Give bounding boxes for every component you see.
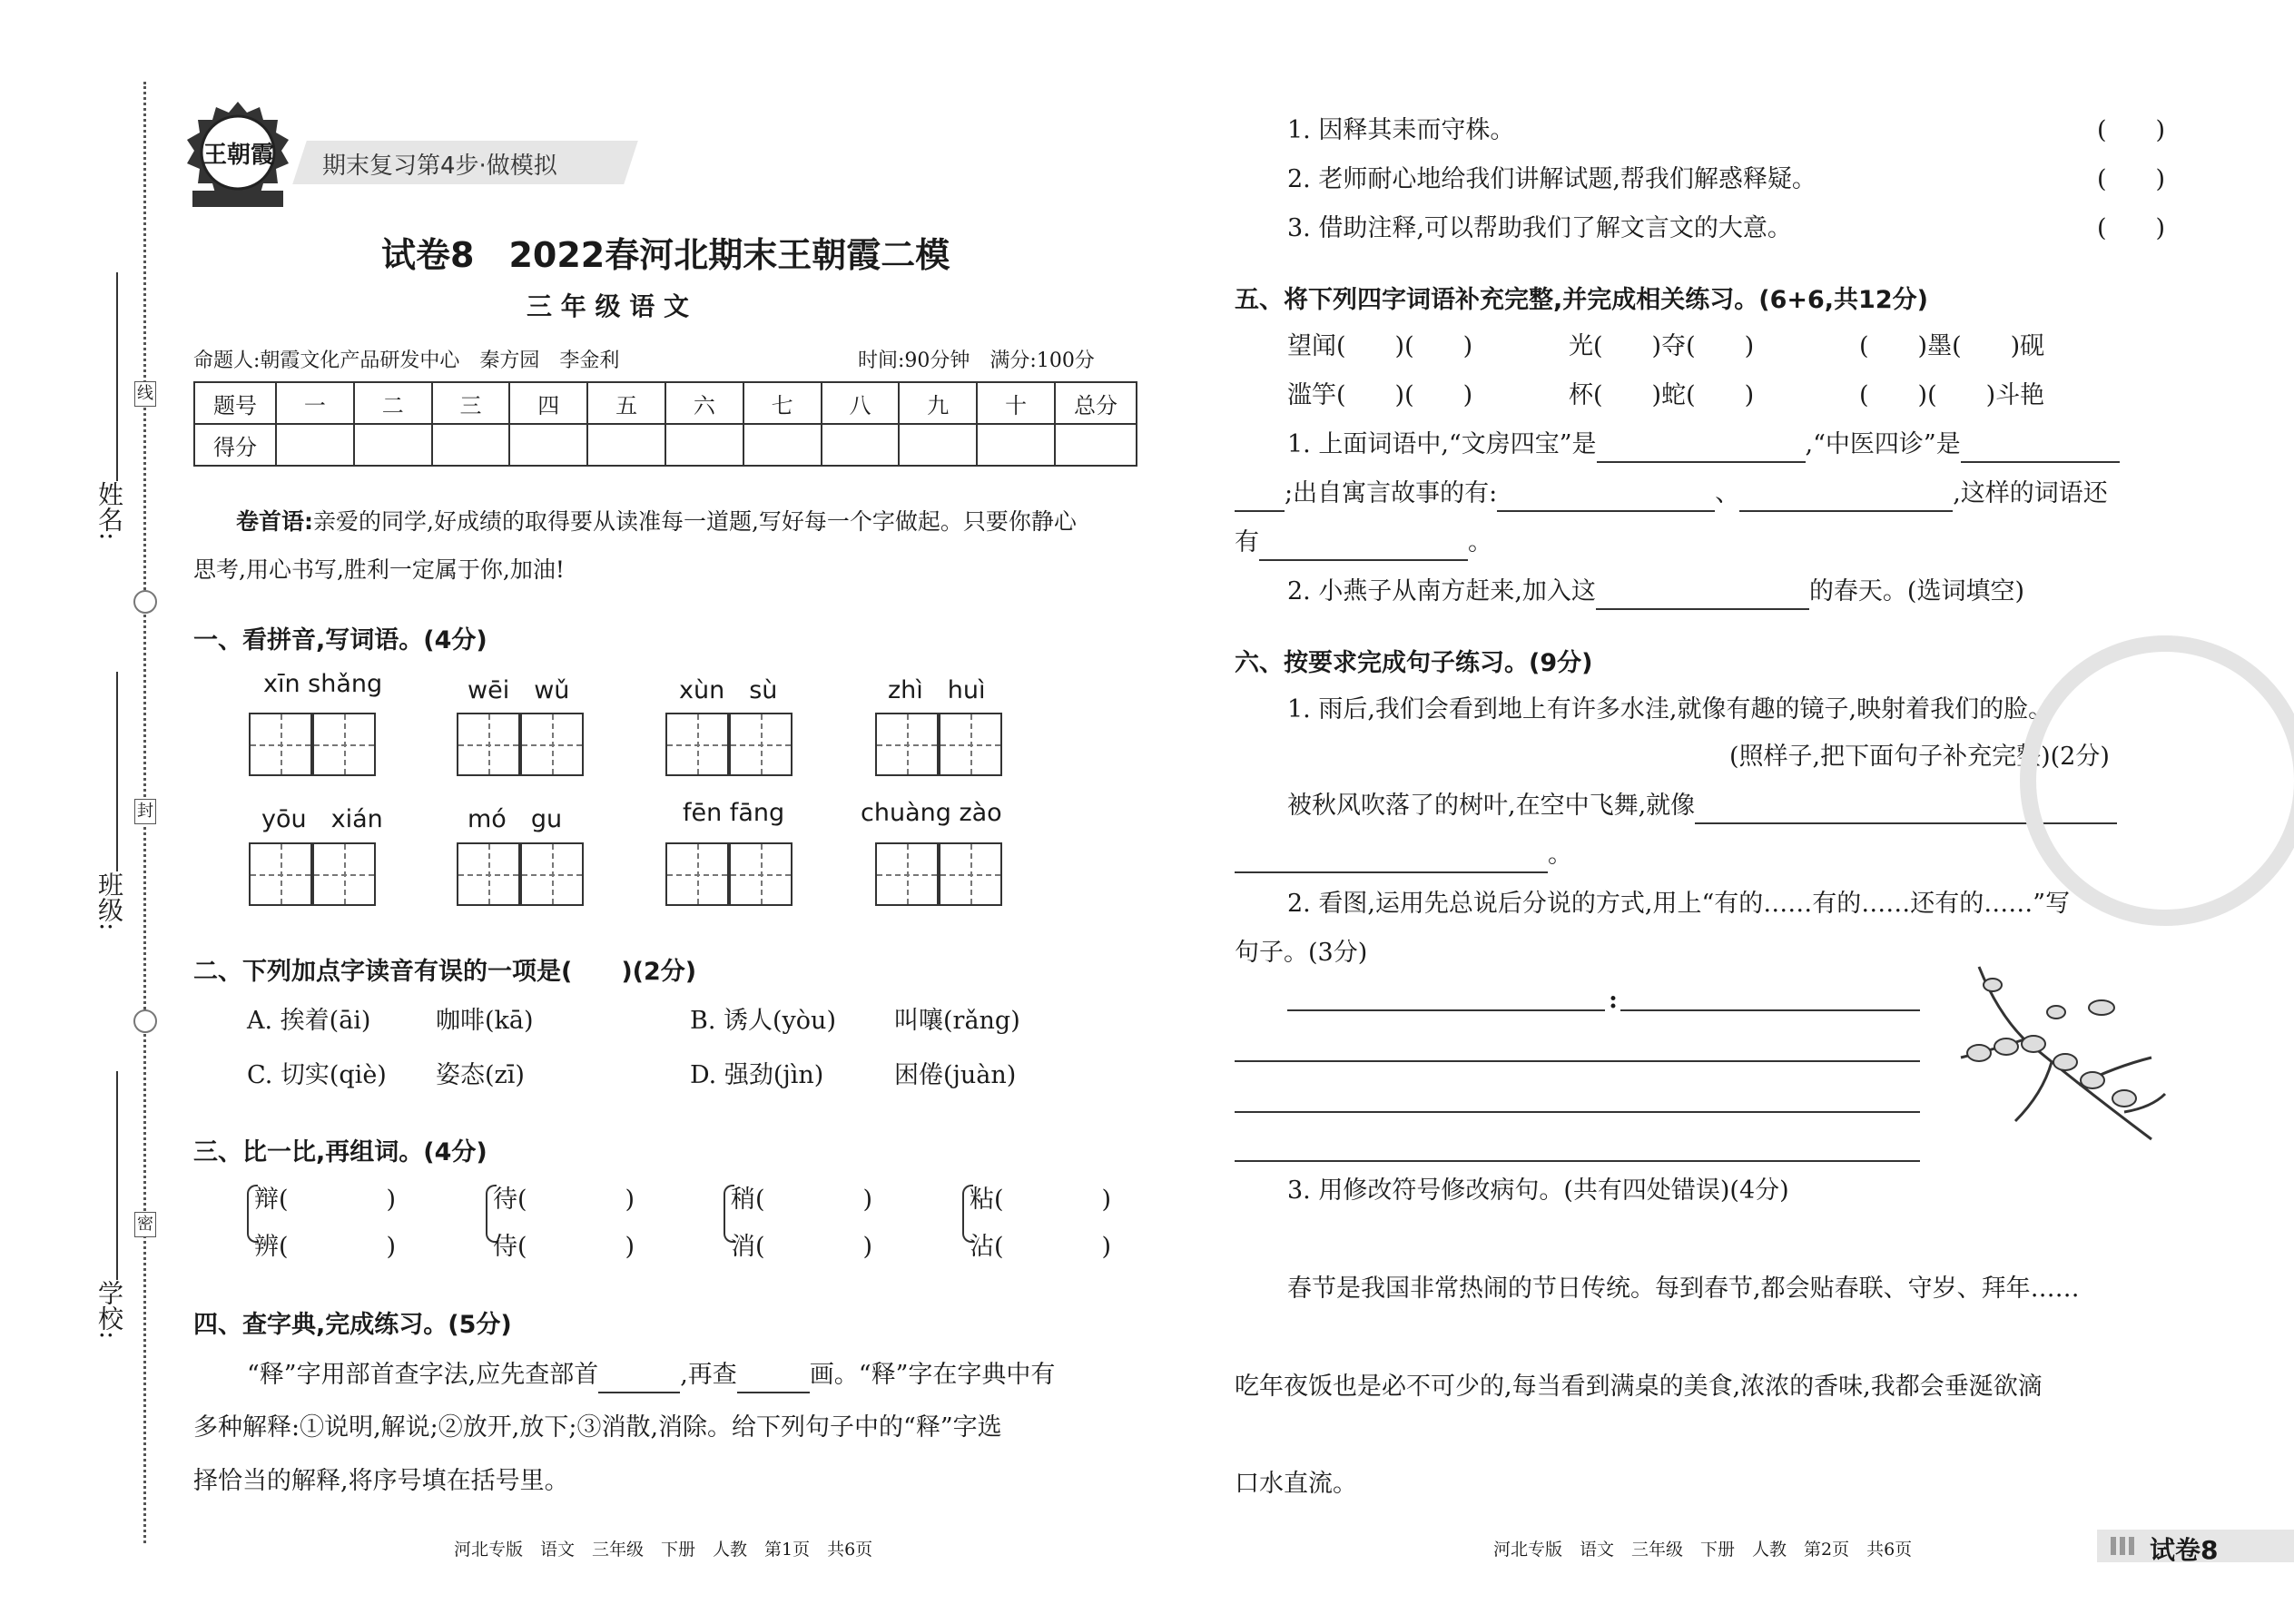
blank[interactable] [1235,485,1285,512]
idiom-2[interactable]: 光( )夺( ) [1569,332,1755,360]
char-box[interactable] [457,713,520,776]
word-pair-3a[interactable]: 稍( ) [731,1186,873,1214]
s6-q3: 3. 用修改符号修改病句。(共有四处错误)(4分) [1287,1176,1789,1205]
section1-title: 一、看拼音,写词语。(4分) [193,626,487,655]
section4-title: 四、查字典,完成练习。(5分) [193,1311,512,1339]
writing-line[interactable] [1235,1111,1920,1113]
idiom-1[interactable]: 望闻( )( ) [1287,332,1473,360]
s5-q1-line2 [1235,476,2108,512]
s6-q2-line2: 句子。(3分) [1235,939,1368,967]
blank[interactable] [1235,846,1548,873]
s5-text: 、 [1715,479,1740,507]
s5-q2 [1287,574,2024,610]
score-input[interactable] [743,424,822,466]
s6-text: 。 [1548,841,1572,869]
s4-item3: 3. 借助注释,可以帮助我们了解文言文的大意。 [1287,214,1792,242]
blank[interactable] [1739,485,1953,512]
idiom-4[interactable]: 滥竽( )( ) [1287,381,1473,409]
char-box[interactable] [249,842,312,906]
score-cell: 九 [899,382,977,424]
writing-line[interactable] [1620,1009,1920,1011]
score-cell: 三 [432,382,510,424]
intro-label: 卷首语: [236,508,313,535]
score-input[interactable] [822,424,900,466]
s6-q1-note: (照样子,把下面句子补充完整)(2分) [1729,743,2110,771]
s5-text: 。 [1468,528,1492,556]
score-cell: 五 [587,382,665,424]
score-input[interactable] [587,424,665,466]
score-cell: 十 [977,382,1055,424]
s6-q2-line1: 2. 看图,运用先总说后分说的方式,用上“有的……有的……还有的……”写 [1287,890,2071,918]
writing-line[interactable] [1235,1160,1920,1162]
char-box[interactable] [729,842,793,906]
s6-q1-sentence [1287,788,2117,824]
birds-illustration [1943,958,2170,1157]
pinyin-5: yōu xián [261,805,383,833]
char-box[interactable] [665,713,729,776]
score-input[interactable] [432,424,510,466]
pinyin-1: xīn shǎng [263,670,383,698]
section3-title: 三、比一比,再组词。(4分) [193,1138,487,1166]
authors: 命题人:朝霞文化产品研发中心 秦方园 李金利 [193,349,620,372]
option-a1[interactable]: A. 挨着(āi) [247,1007,371,1035]
seal-mi: 密 [134,1212,156,1237]
answer-paren[interactable]: ( ) [2097,214,2166,242]
score-cell: 八 [822,382,900,424]
time-score: 时间:90分钟 满分:100分 [858,349,1095,372]
score-cell: 二 [354,382,432,424]
word-pair-2a[interactable]: 待( ) [493,1186,635,1214]
char-box[interactable] [457,842,520,906]
section2-title: 二、下列加点字读音有误的一项是( )(2分) [193,958,697,986]
s6-q1-cont [1235,837,1572,873]
score-input[interactable] [354,424,432,466]
blank[interactable] [1497,485,1715,512]
s6-q1: 1. 雨后,我们会看到地上有许多水洼,就像有趣的镜子,映射着我们的脸。 [1287,695,2053,723]
word-pair-1a[interactable]: 辩( ) [254,1186,397,1214]
writing-line[interactable] [1287,1009,1605,1011]
s4-line3: 择恰当的解释,将序号填在括号里。 [193,1467,569,1495]
answer-paren[interactable]: ( ) [2097,165,2166,193]
seal-feng: 封 [134,799,156,824]
score-header-row [194,382,1137,424]
score-input[interactable] [276,424,354,466]
option-b2: 叫嚷(rǎng) [894,1007,1020,1035]
s4-text: “释”字用部首查字法,应先查部首 [247,1361,599,1389]
option-d2: 困倦(juàn) [894,1061,1017,1089]
char-box[interactable] [312,713,376,776]
school-line[interactable] [116,1071,118,1280]
s5-text: ;出自寓言故事的有: [1285,479,1498,507]
blank[interactable] [1259,534,1468,561]
s5-text: ,“中医四诊”是 [1805,430,1961,458]
char-box[interactable] [520,713,584,776]
page-subtitle: 三 年 级 语 文 [527,291,689,321]
pinyin-3: xùn sù [679,676,778,704]
word-pair-4a[interactable]: 粘( ) [970,1186,1112,1214]
pinyin-8: chuàng zào [861,799,1002,827]
score-input[interactable] [665,424,743,466]
intro-text1: 亲爱的同学,好成绩的取得要从读准每一道题,写好每一个字做起。只要你静心 [313,508,1077,535]
blank[interactable] [1597,436,1806,463]
blank[interactable] [598,1366,680,1393]
school-label: 学校: [94,1280,124,1340]
score-value-row [194,424,1137,466]
pinyin-2: wēi wǔ [468,676,570,704]
pinyin-7: fēn fāng [683,799,785,827]
word-pair-1b[interactable]: 辨( ) [254,1233,397,1261]
s5-text: 的春天。(选词填空) [1808,577,2025,605]
s4-text: ,再查 [680,1361,737,1389]
footer-right: 河北专版 语文 三年级 下册 人教 第2页 共6页 [1493,1540,1913,1560]
score-table [193,381,1137,467]
char-box[interactable] [729,713,793,776]
binding-circle [133,1009,157,1033]
idiom-6[interactable]: ( )( )斗艳 [1859,381,2045,409]
score-input[interactable] [509,424,587,466]
intro-line1 [236,504,1077,540]
answer-paren[interactable]: ( ) [2097,116,2166,144]
s5-text: 2. 小燕子从南方赶来,加入这 [1287,577,1596,605]
watermark-seal [2020,635,2294,926]
page-title: 试卷8 2022春河北期末王朝霞二模 [381,235,950,275]
option-c1[interactable]: C. 切实(qiè) [247,1061,387,1089]
word-pair-4b[interactable]: 沾( ) [970,1233,1112,1261]
option-c2: 姿态(zī) [436,1061,525,1089]
class-line[interactable] [116,672,118,871]
section5-title: 五、将下列四字词语补充完整,并完成相关练习。(6+6,共12分) [1235,286,1928,314]
score-input[interactable] [1055,424,1137,466]
blank[interactable] [1961,436,2120,463]
score-cell: 总分 [1055,382,1137,424]
blank[interactable] [1596,583,1809,610]
s4-line2: 多种解释:①说明,解说;②放开,放下;③消散,消除。给下列句子中的“释”字选 [193,1413,1002,1442]
name-line[interactable] [116,272,118,481]
s6-text: 被秋风吹落了的树叶,在空中飞舞,就像 [1287,792,1696,820]
s5-q1-line1 [1287,427,2120,463]
score-cell: 六 [665,382,743,424]
logo [180,100,296,216]
char-box[interactable] [939,713,1002,776]
s4-text: 画。“释”字在字典中有 [809,1361,1056,1389]
s5-text: 有 [1235,528,1259,556]
score-input[interactable] [899,424,977,466]
score-cell: 七 [743,382,822,424]
score-cell: 四 [509,382,587,424]
intro-line2: 思考,用心书写,胜利一定属于你,加油! [193,556,565,583]
s4-item1: 1. 因释其耒而守株。 [1287,116,1515,144]
seal-xian: 线 [134,381,156,407]
option-a2: 咖啡(kā) [436,1007,534,1035]
footer-left: 河北专版 语文 三年级 下册 人教 第1页 共6页 [454,1540,873,1560]
option-d1[interactable]: D. 强劲(jìn) [690,1061,824,1089]
word-pair-2b[interactable]: 侍( ) [493,1233,635,1261]
pinyin-6: mó gu [468,805,563,833]
idiom-5[interactable]: 杯( )蛇( ) [1569,381,1755,409]
idiom-3[interactable]: ( )墨( )砚 [1859,332,2045,360]
name-label: 姓名: [94,481,124,541]
option-b1[interactable]: B. 诱人(yòu) [690,1007,836,1035]
pinyin-4: zhì huì [888,676,986,704]
blank[interactable] [737,1366,810,1393]
section6-title: 六、按要求完成句子练习。(9分) [1235,649,1593,677]
footer-dots [2111,1537,2138,1555]
s6-para2[interactable]: 吃年夜饭也是必不可少的,每当看到满桌的美食,浓浓的香味,我都会垂涎欲滴 [1235,1373,2043,1401]
score-cell: 题号 [194,382,276,424]
score-label: 得分 [194,424,276,466]
colon: : [1609,986,1618,1014]
s4-line1 [247,1357,1055,1393]
binding-circle [133,590,157,614]
word-pair-3b[interactable]: 消( ) [731,1233,873,1261]
char-box[interactable] [312,842,376,906]
s5-q1-line3 [1235,525,1492,561]
char-box[interactable] [249,713,312,776]
footer-tag: 试卷8 [2150,1535,2219,1565]
char-box[interactable] [520,842,584,906]
char-box[interactable] [665,842,729,906]
s6-para1[interactable]: 春节是我国非常热闹的节日传统。每到春节,都会贴春联、守岁、拜年…… [1287,1275,2080,1303]
writing-line[interactable] [1235,1060,1920,1062]
banner-text: 期末复习第4步·做模拟 [322,153,557,180]
s4-item2: 2. 老师耐心地给我们讲解试题,帮我们解惑释疑。 [1287,165,1816,193]
score-cell: 一 [276,382,354,424]
char-box[interactable] [875,713,939,776]
char-box[interactable] [939,842,1002,906]
s5-text: ,这样的词语还 [1953,479,2108,507]
s5-text: 1. 上面词语中,“文房四宝”是 [1287,430,1597,458]
logo-text: 王朝霞 [203,142,275,169]
class-label: 班级: [94,871,124,931]
s6-para3[interactable]: 口水直流。 [1235,1470,1357,1498]
score-input[interactable] [977,424,1055,466]
char-box[interactable] [875,842,939,906]
